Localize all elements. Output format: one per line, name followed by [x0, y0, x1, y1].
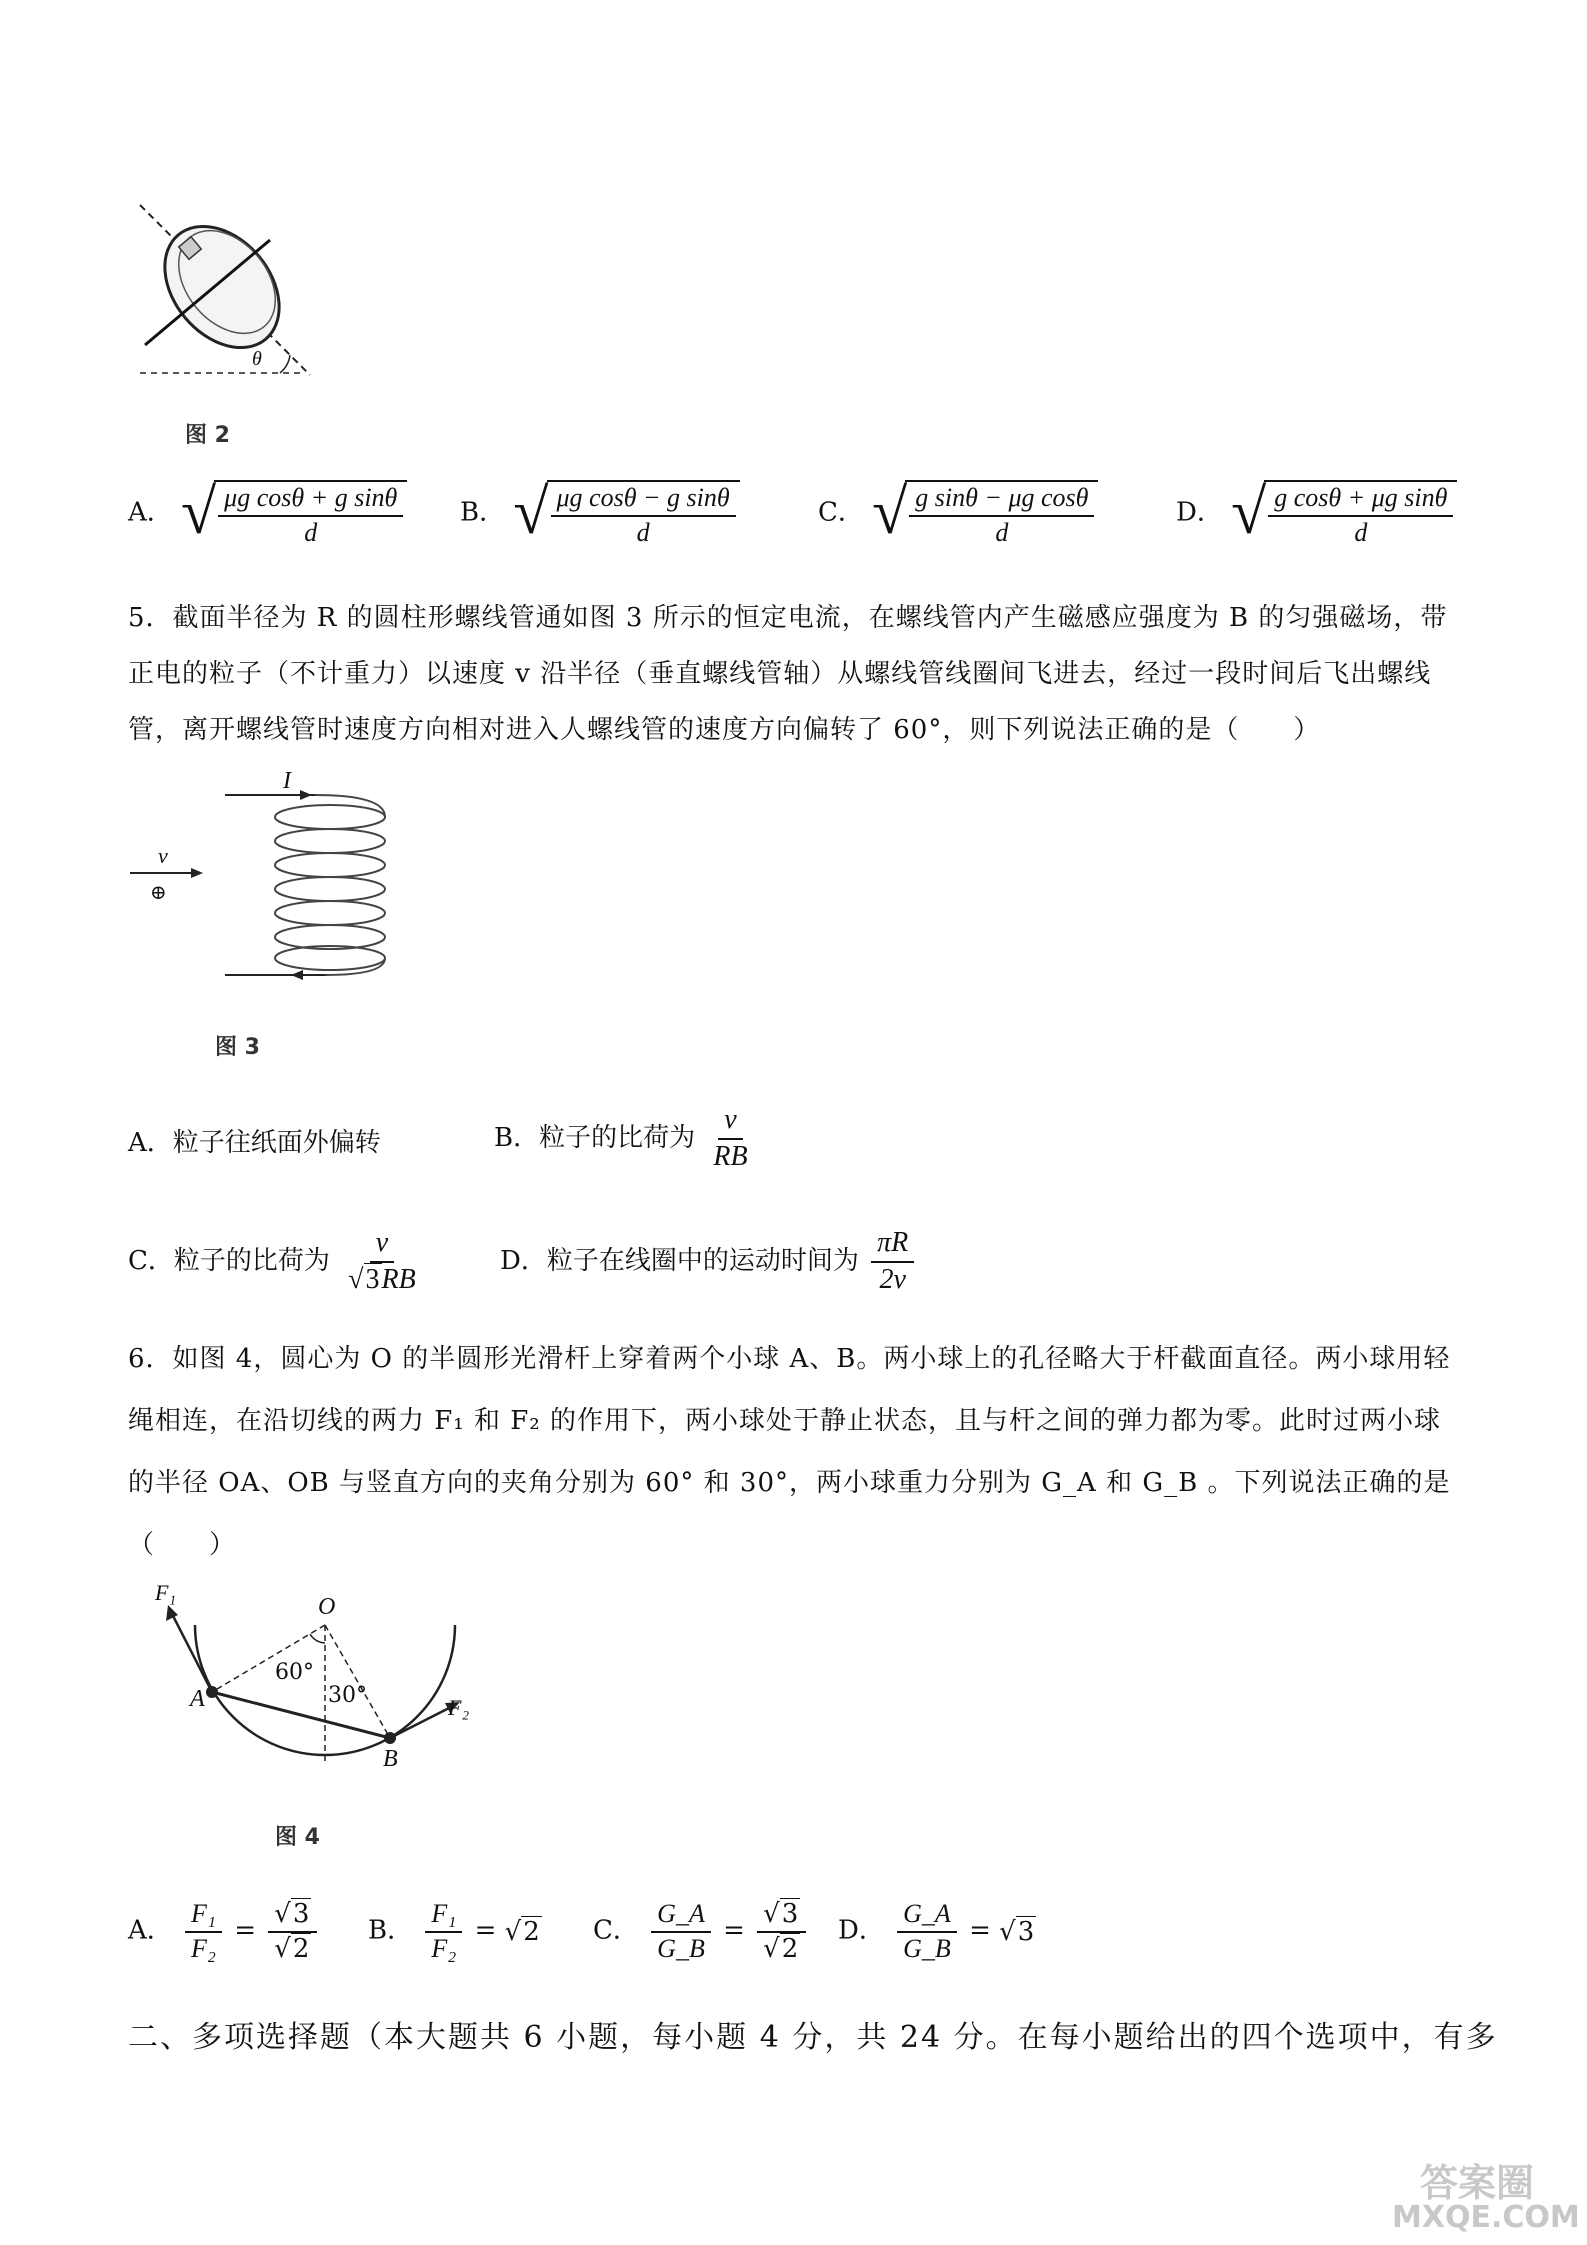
q5-option-b[interactable]: B．粒子的比荷为 $\frac{v}{RB}$	[494, 1104, 748, 1172]
point-b-label: B	[383, 1746, 398, 1772]
q4-option-c[interactable]: C． √ $\frac{\text{g sinθ − μg cosθ}}{d}$	[818, 480, 1098, 547]
q4-option-b[interactable]: B． √ $\frac{\text{μg cosθ − g sinθ}}{d}$	[460, 480, 740, 547]
force-f2-label: F₂	[448, 1695, 470, 1720]
angle-60-label: 60°	[275, 1660, 314, 1685]
section-2-heading: 二、多项选择题（本大题共 6 小题，每小题 4 分，共 24 分。在每小题给出的四个选项中，有多	[128, 2020, 1498, 2055]
q5-option-d[interactable]: D．粒子在线圈中的运动时间为 $\frac{\pi R}{2v}$	[500, 1228, 918, 1296]
figure-4-caption: 图 4	[275, 1825, 320, 1850]
site-watermark-url: MXQE.COM	[1392, 2200, 1580, 2235]
q5-option-a[interactable]: A．粒子往纸面外偏转	[128, 1128, 381, 1158]
figure-3-caption: 图 3	[215, 1035, 260, 1060]
figure-2-caption: 图 2	[185, 423, 230, 448]
q6-option-a[interactable]: A． $\frac{\text{F₁}}{\text{F₂}}$ = $\frac{√3}{√2}$	[128, 1900, 321, 1963]
question-5-text: 5．截面半径为 R 的圆柱形螺线管通如图 3 所示的恒定电流，在螺线管内产生磁感应强度为 B 的匀强磁场，带 正电的粒子（不计重力）以速度 v 沿半径（垂直螺线管轴）从螺线管线圈间飞进去，经过一段时间后飞出螺线 管，离开螺线管时速度方向相对进入人螺线管的速度方向偏转了 60°，则下列说法正确的是（ ）	[128, 603, 1448, 745]
q6-option-d[interactable]: D． $\frac{G\_A}{G\_B}$ = √3	[838, 1899, 1035, 1963]
q4-option-a[interactable]: A． √ $\frac{\text{μg cosθ + g sinθ}}{d}$	[128, 480, 407, 547]
q6-option-b[interactable]: B． $\frac{\text{F₁}}{\text{F₂}}$ = √2	[368, 1899, 540, 1963]
point-a-label: A	[190, 1686, 205, 1712]
force-f1-label: F₁	[155, 1580, 177, 1605]
q4-option-d[interactable]: D． √ $\frac{\text{g cosθ + μg sinθ}}{d}$	[1176, 480, 1457, 547]
point-o-label: O	[318, 1594, 336, 1620]
q6-option-c[interactable]: C． $\frac{G\_A}{G\_B}$ = $\frac{√3}{√2}$	[593, 1900, 810, 1963]
q5-option-c[interactable]: C．粒子的比荷为 $\frac{v}{√3RB}$	[128, 1227, 416, 1295]
velocity-label: v	[158, 843, 168, 868]
angle-30-label: 30°	[328, 1683, 367, 1708]
site-watermark-logo: 答案圈	[1420, 2161, 1535, 2205]
current-label: I	[283, 768, 291, 794]
theta-label: θ	[252, 348, 262, 370]
positive-particle-icon: ⊕	[150, 880, 167, 904]
question-6-text: 6．如图 4，圆心为 O 的半圆形光滑杆上穿着两个小球 A、B。两小球上的孔径略大于杆截面直径。两小球用轻 绳相连，在沿切线的两力 F₁ 和 F₂ 的作用下，两小球处于静止状态，且与杆之间的弹力都为零。此时过两小球 的半径 OA、OB 与竖直方向的夹角分别为 60° 和 30°，两小球重力分别为 G_A 和 G_B 。下列说法正确的是（ ）	[128, 1344, 1451, 1560]
figure-2-diagram	[130, 195, 320, 385]
